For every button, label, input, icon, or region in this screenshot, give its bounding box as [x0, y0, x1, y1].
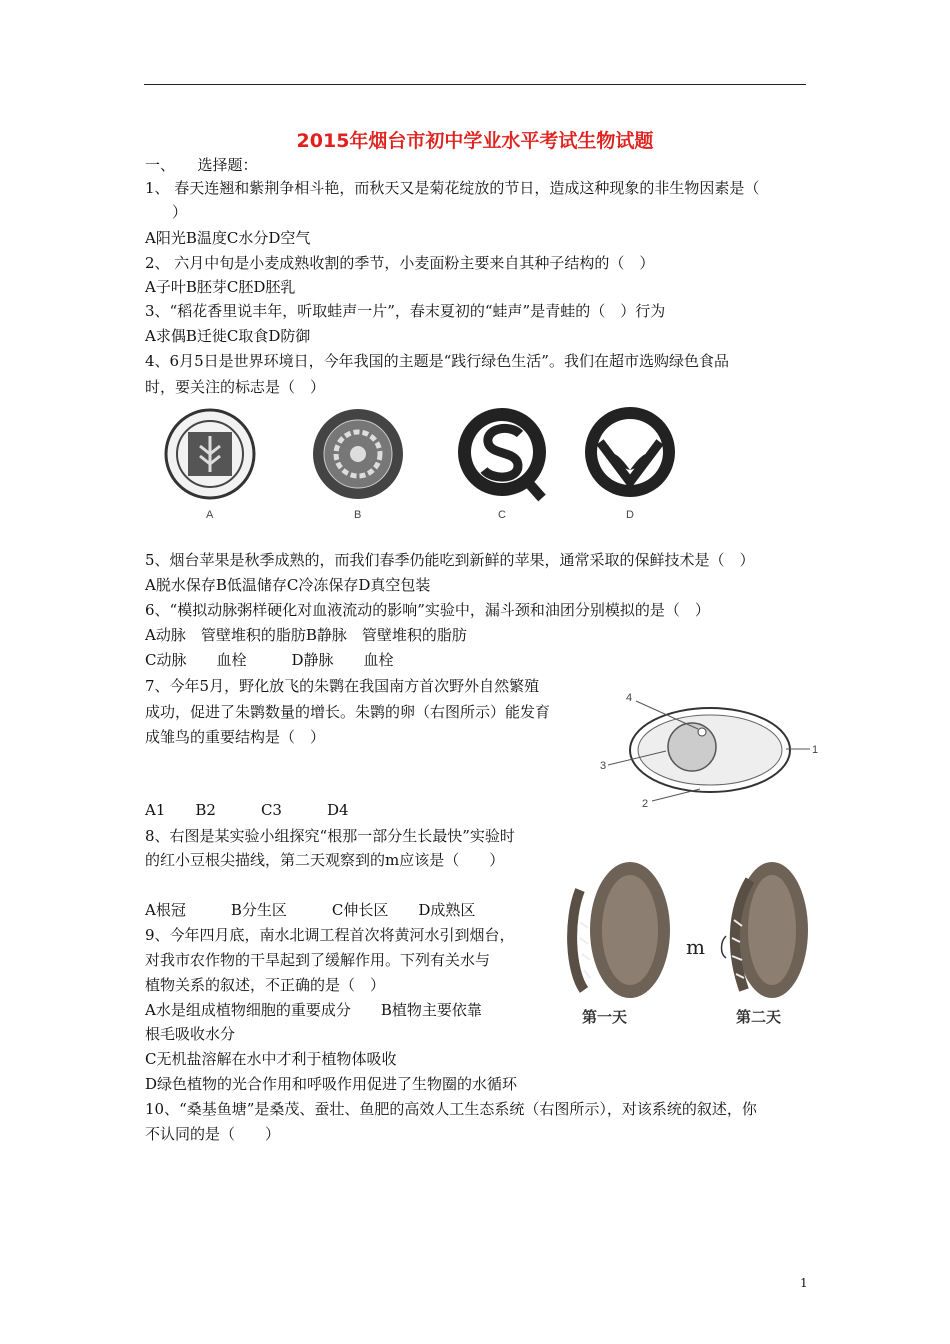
logo-label: C — [498, 509, 506, 521]
page-number: 1 — [800, 1276, 808, 1290]
root-day1-icon — [572, 862, 670, 998]
section-heading: 一、 选择题： — [145, 156, 258, 174]
answer-options: A水是组成植物细胞的重要成分 B植物主要依靠 — [145, 1001, 482, 1019]
question-line: 7、今年5月，野化放飞的朱鹮在我国南方首次野外自然繁殖 — [145, 677, 540, 695]
root-day2-label: 第二天 — [736, 1008, 782, 1026]
answer-options: A阳光B温度C水分D空气 — [145, 229, 311, 247]
root-day1-label: 第一天 — [582, 1008, 628, 1026]
egg-label: 2 — [642, 798, 649, 810]
answer-options: D绿色植物的光合作用和呼吸作用促进了生物圈的水循环 — [145, 1075, 518, 1093]
logo-c-icon — [458, 408, 546, 498]
logo-b-icon — [313, 409, 403, 499]
question-line: 不认同的是（ ） — [145, 1125, 281, 1143]
question-line: 成雏鸟的重要结构是（ ） — [145, 728, 326, 746]
answer-options: C无机盐溶解在水中才利于植物体吸收 — [145, 1050, 397, 1068]
answer-options: A根冠 B分生区 C伸长区 D成熟区 — [145, 901, 476, 919]
answer-options: 根毛吸收水分 — [145, 1025, 236, 1043]
root-m-label: m — [686, 935, 705, 959]
egg-label: 3 — [600, 760, 607, 772]
question-line: 6、“模拟动脉粥样硬化对血液流动的影响”实验中，漏斗颈和油团分别模拟的是（ ） — [145, 601, 710, 619]
question-line: 时，要关注的标志是（ ） — [145, 378, 326, 396]
question-line: 10、“桑基鱼塘”是桑茂、蚕壮、鱼肥的高效人工生态系统（右图所示），对该系统的叙述，你 — [145, 1100, 757, 1118]
question-line: 1、 春天连翘和紫荆争相斗艳，而秋天又是菊花绽放的节日，造成这种现象的非生物因素是（ — [145, 179, 760, 197]
logo-a-icon — [166, 410, 254, 498]
question-line: 5、烟台苹果是秋季成熟的，而我们春季仍能吃到新鲜的苹果，通常采取的保鲜技术是（ ） — [145, 551, 755, 569]
question-line: 对我市农作物的干旱起到了缓解作用。下列有关水与 — [145, 951, 491, 969]
answer-options: A脱水保存B低温储存C冷冻保存D真空包装 — [145, 576, 431, 594]
answer-options: C动脉 血栓 D静脉 血栓 — [145, 651, 394, 669]
answer-options: A1 B2 C3 D4 — [145, 801, 349, 819]
header-rule — [144, 84, 806, 85]
page-title: 2015年烟台市初中学业水平考试生物试题 — [296, 130, 654, 152]
egg-figure — [600, 685, 830, 820]
answer-options: A动脉 管壁堆积的脂肪B静脉 管壁堆积的脂肪 — [145, 626, 467, 644]
question-line: 8、右图是某实验小组探究“根那一部分生长最快”实验时 — [145, 827, 515, 845]
logo-d-icon — [585, 407, 675, 497]
logo-label: B — [354, 509, 362, 521]
question-line: 4、6月5日是世界环境日，今年我国的主题是“践行绿色生活”。我们在超市选购绿色食品 — [145, 352, 729, 370]
question-line: 成功，促进了朱鹮数量的增长。朱鹮的卵（右图所示）能发育 — [145, 703, 551, 721]
answer-options: A求偶B迁徙C取食D防御 — [145, 327, 311, 345]
question-line: 9、今年四月底，南水北调工程首次将黄河水引到烟台， — [145, 926, 515, 944]
root-tip-figure — [560, 850, 810, 1030]
logos-figure — [144, 402, 692, 524]
question-line: 植物关系的叙述，不正确的是（ ） — [145, 976, 386, 994]
root-day2-icon — [722, 862, 809, 998]
question-line: 2、 六月中旬是小麦成熟收割的季节，小麦面粉主要来自其种子结构的（ ） — [145, 254, 655, 272]
logo-label: D — [626, 509, 634, 521]
egg-label: 1 — [812, 744, 819, 756]
question-line: 3、“稻花香里说丰年，听取蛙声一片”，春末夏初的“蛙声”是青蛙的（ ）行为 — [145, 302, 666, 320]
question-line: ） — [172, 203, 188, 221]
egg-label: 4 — [626, 692, 633, 704]
question-line: 的红小豆根尖描线，第二天观察到的m应该是（ ） — [145, 851, 505, 869]
answer-options: A子叶B胚芽C胚D胚乳 — [145, 278, 296, 296]
logo-label: A — [206, 509, 214, 521]
